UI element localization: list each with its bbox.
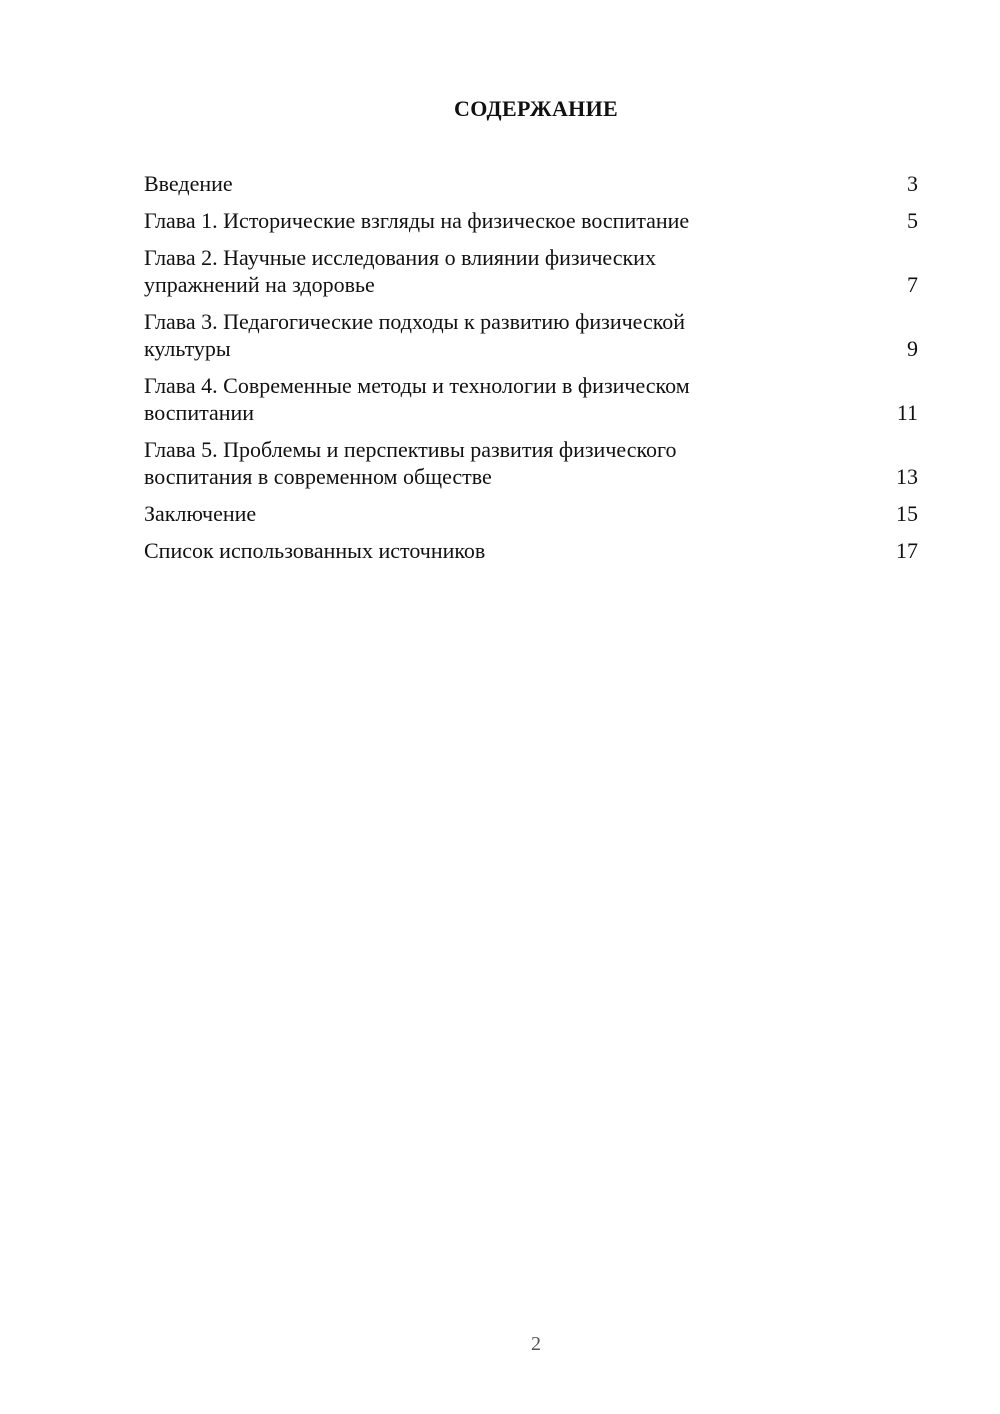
toc-entry-title: Глава 1. Исторические взгляды на физическое воспитание bbox=[144, 208, 690, 233]
toc-entry-title: Глава 5. Проблемы и перспективы развития физического воспитания в современном обществе bbox=[144, 437, 677, 489]
toc-entry-conclusion bbox=[144, 500, 918, 527]
toc-entry-title: Введение bbox=[144, 171, 233, 196]
toc-entry-page: 7 bbox=[907, 272, 918, 297]
table-of-contents bbox=[144, 170, 918, 574]
page-title: СОДЕРЖАНИЕ bbox=[454, 96, 618, 121]
page-number: 2 bbox=[531, 1333, 541, 1355]
toc-entry-chapter-3 bbox=[144, 308, 918, 362]
toc-entry-chapter-2 bbox=[144, 244, 918, 298]
toc-entry-title: Глава 4. Современные методы и технологии в физическом воспитании bbox=[144, 373, 690, 425]
toc-entry-title: Заключение bbox=[144, 501, 257, 526]
toc-entry-chapter-1 bbox=[144, 207, 918, 234]
toc-entry-page: 13 bbox=[896, 464, 918, 489]
toc-entry-chapter-4 bbox=[144, 372, 918, 426]
toc-entry-page: 17 bbox=[896, 538, 918, 563]
toc-entry-title: Глава 2. Научные исследования о влиянии физических упражнений на здоровье bbox=[144, 245, 656, 297]
toc-entry-page: 3 bbox=[907, 171, 918, 196]
toc-entry-page: 9 bbox=[907, 336, 918, 361]
toc-entry-references bbox=[144, 537, 918, 564]
toc-entry-page: 11 bbox=[896, 400, 918, 425]
toc-entry-title: Глава 3. Педагогические подходы к развитию физической культуры bbox=[144, 309, 686, 361]
toc-entry-introduction bbox=[144, 170, 918, 197]
toc-entry-title: Список использованных источников bbox=[144, 538, 486, 563]
toc-entry-page: 15 bbox=[896, 501, 918, 526]
toc-entry-page: 5 bbox=[907, 208, 918, 233]
toc-entry-chapter-5 bbox=[144, 436, 918, 490]
